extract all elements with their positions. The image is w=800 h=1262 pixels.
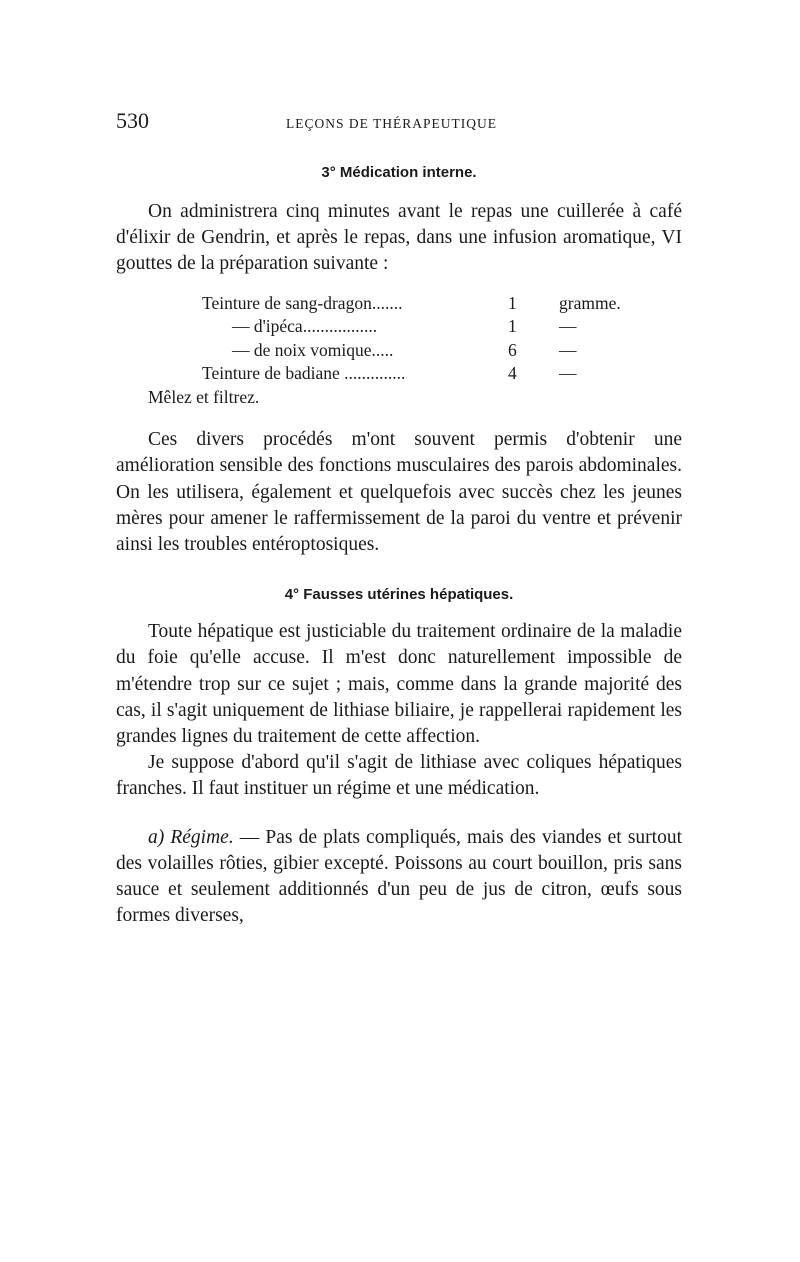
recipe-unit: — xyxy=(559,339,577,360)
recipe-unit: — xyxy=(559,316,577,337)
recipe-unit: — xyxy=(559,363,577,384)
regime-text: — Pas de plats compliqués, mais des viandes et surtout des volailles rôties, gibier excepté. Poissons au court bouillon, pris sans sauce et seulement additionnés d'un peu de jus de citron, œufs sous formes diverses, xyxy=(116,826,682,927)
recipe-quantity: 4 xyxy=(508,363,517,384)
section-heading-medication: 3° Médication interne. xyxy=(321,164,477,181)
recipe-row xyxy=(116,362,682,386)
page-header xyxy=(116,108,682,144)
recipe-row xyxy=(116,315,682,339)
recipe-ingredient: Teinture de sang-dragon....... xyxy=(202,292,403,313)
recipe-quantity: 6 xyxy=(508,339,517,360)
book-page xyxy=(116,108,682,929)
paragraph-intro: On administrera cinq minutes avant le repas une cuillerée à café d'élixir de Gendrin, et après le repas, dans une infusion aromatique, VI gouttes de la préparation suivante : xyxy=(116,201,682,275)
page-number: 530 xyxy=(116,108,149,133)
recipe-unit: gramme. xyxy=(559,292,621,313)
recipe-note: Mêlez et filtrez. xyxy=(148,386,260,407)
paragraph-procedures: Ces divers procédés m'ont souvent permis d'obtenir une amélioration sensible des fonctions musculaires des parois abdominales. On les utilisera, également et quelquefois avec succès chez les jeunes mères pour amener le raffermissement de la paroi du ventre et prévenir ainsi les troubles entéroptosiques. xyxy=(116,429,682,555)
section-heading-hepatic: 4° Fausses utérines hépatiques. xyxy=(284,586,514,604)
recipe-quantity: 1 xyxy=(508,292,517,313)
recipe-ingredient: — d'ipéca................. xyxy=(232,316,378,337)
recipe-list xyxy=(116,292,682,410)
recipe-ingredient: — de noix vomique..... xyxy=(232,339,394,360)
paragraph-hepatic-2: Je suppose d'abord qu'il s'agit de lithiase avec coliques hépatiques franches. Il faut instituer un régime et une médication. xyxy=(116,752,682,800)
recipe-note-row xyxy=(116,386,682,410)
running-title: LEÇONS DE THÉRAPEUTIQUE xyxy=(286,116,497,131)
paragraph-hepatic-1: Toute hépatique est justiciable du traitement ordinaire de la maladie du foie qu'elle accuse. Il m'est donc naturellement impossible de m'étendre trop sur ce sujet ; mais, comme dans la grande majorité des cas, il s'agit uniquement de lithiase biliaire, je rappellerai rapidement les grandes lignes du traitement de cette affection. xyxy=(116,621,682,747)
recipe-quantity: 1 xyxy=(508,316,517,337)
recipe-ingredient: Teinture de badiane .............. xyxy=(202,363,406,384)
paragraph-regime xyxy=(116,825,682,930)
regime-label: a) Régime. xyxy=(148,826,234,848)
recipe-row xyxy=(116,292,682,316)
recipe-row xyxy=(116,339,682,363)
